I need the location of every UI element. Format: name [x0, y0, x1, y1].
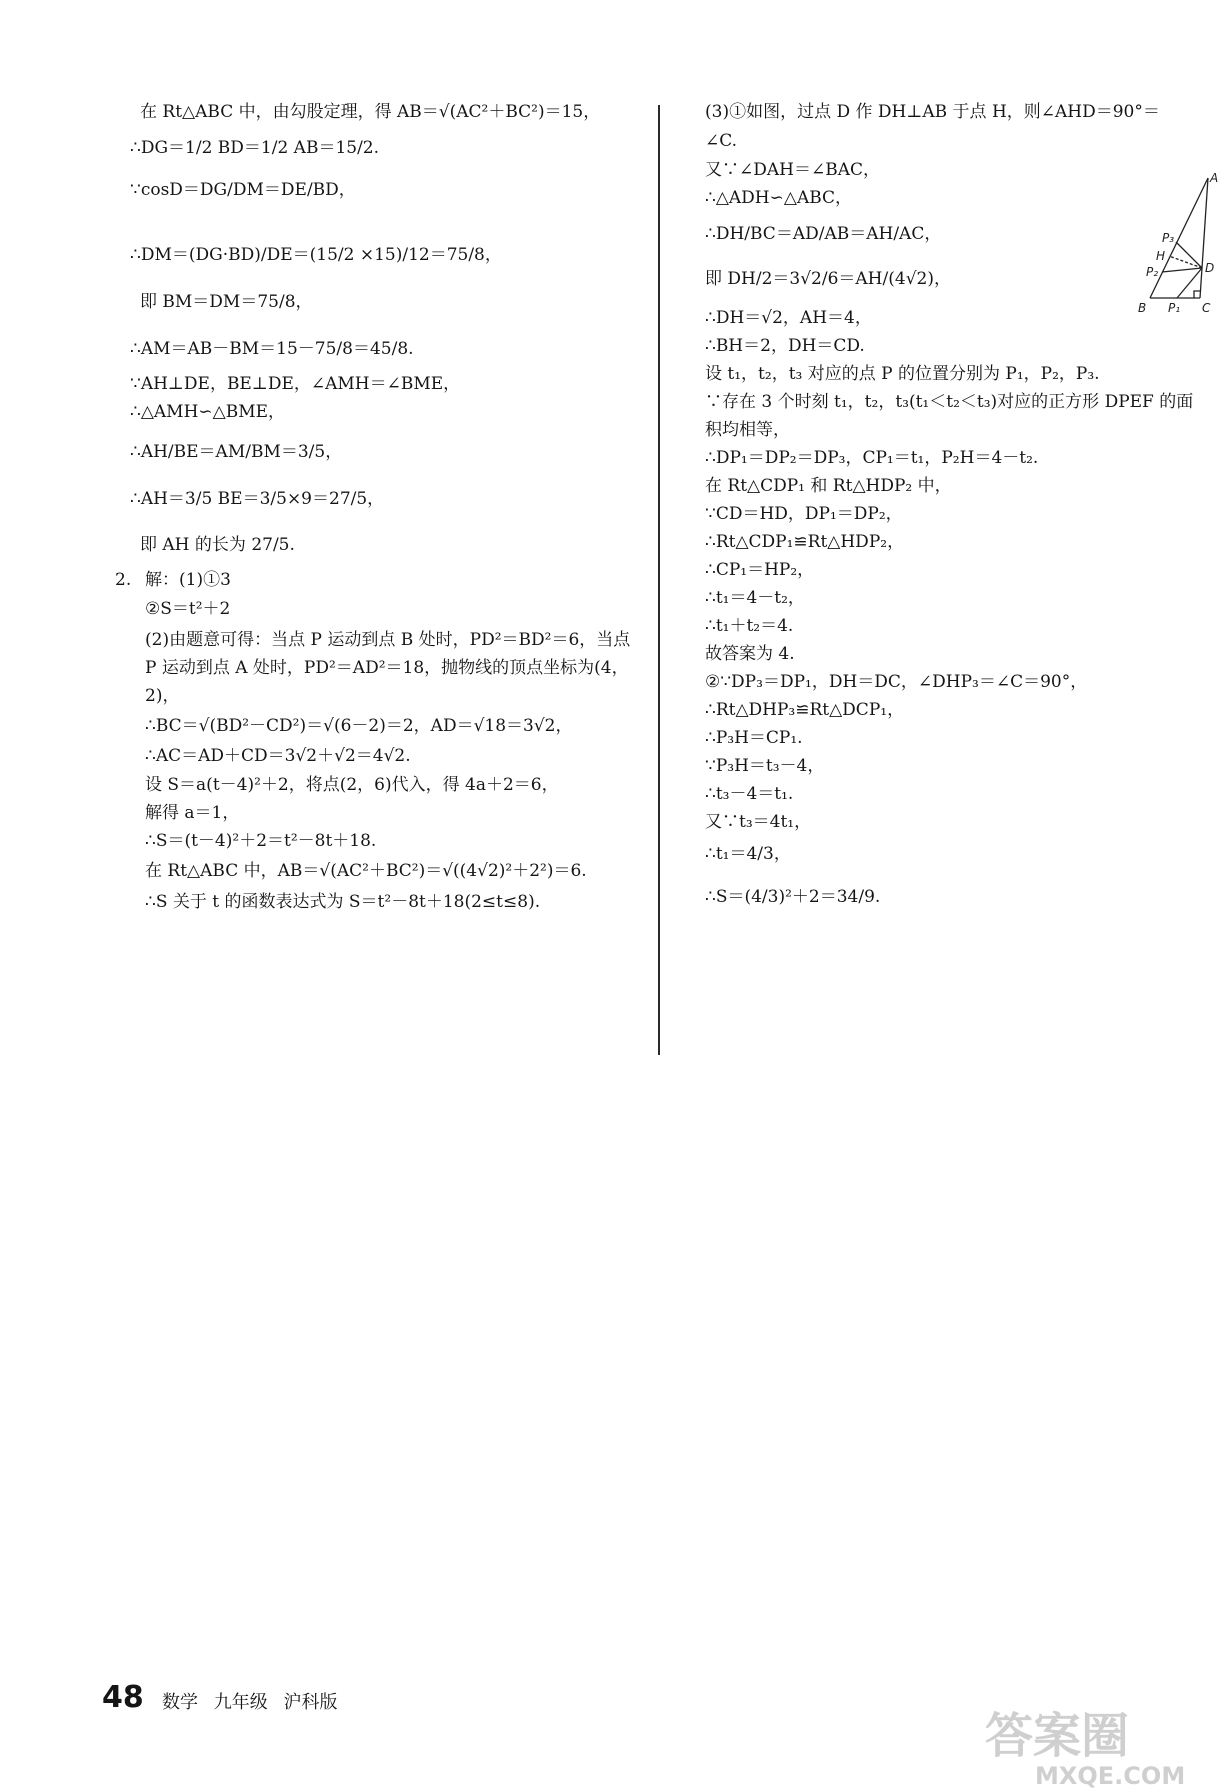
solution-line: ∴CP₁＝HP₂， — [705, 560, 815, 580]
solution-line: 在 Rt△CDP₁ 和 Rt△HDP₂ 中， — [705, 476, 952, 496]
solution-line: ∵P₃H＝t₃－4， — [705, 756, 825, 776]
solution-line: (3)①如图，过点 D 作 DH⊥AB 于点 H，则∠AHD＝90°＝ — [705, 102, 1160, 122]
solution-line: ∴DH/BC＝AD/AB＝AH/AC， — [705, 224, 942, 244]
solution-line: ∴△ADH∽△ABC， — [705, 188, 853, 208]
solution-line: ∴DG＝1/2 BD＝1/2 AB＝15/2. — [130, 138, 380, 158]
footer-edition: 沪科版 — [283, 1692, 338, 1713]
segment-dp1 — [1177, 268, 1202, 298]
footer-book-info — [162, 1688, 337, 1714]
label-p3: P₃ — [1162, 231, 1175, 245]
solution-line: ∴AH/BE＝AM/BM＝3/5， — [130, 442, 343, 462]
solution-line: 即 DH/2＝3√2/6＝AH/(4√2)， — [705, 269, 951, 289]
solution-line: ∴DP₁＝DP₂＝DP₃，CP₁＝t₁，P₂H＝4－t₂. — [705, 448, 1039, 468]
solution-line: 即 AH 的长为 27/5. — [140, 535, 295, 555]
label-h: H — [1156, 249, 1166, 263]
label-c: C — [1202, 301, 1211, 315]
solution-line: ∴t₁＋t₂＝4. — [705, 616, 794, 636]
solution-line: ∴t₁＝4－t₂， — [705, 588, 805, 608]
solution-line: ∴BH＝2，DH＝CD. — [705, 336, 865, 356]
solution-line: ∴DM＝(DG·BD)/DE＝(15/2 ×15)/12＝75/8， — [130, 245, 502, 265]
solution-line: ∴BC＝√(BD²－CD²)＝√(6－2)＝2，AD＝√18＝3√2， — [145, 716, 573, 736]
solution-line: ∴AH＝3/5 BE＝3/5×9＝27/5， — [130, 489, 385, 509]
solution-line: ∵AH⊥DE，BE⊥DE，∠AMH＝∠BME， — [130, 374, 461, 394]
solution-line: ∴Rt△CDP₁≌Rt△HDP₂， — [705, 532, 905, 552]
solution-line: ∴S 关于 t 的函数表达式为 S＝t²－8t＋18(2≤t≤8). — [145, 892, 541, 912]
solution-line: ∴DH＝√2，AH＝4， — [705, 308, 872, 328]
watermark-text: 答案圈 — [985, 1708, 1130, 1764]
segment-ab — [1150, 178, 1208, 298]
solution-line: ∴S＝(4/3)²＋2＝34/9. — [705, 887, 881, 907]
solution-line: ②∵DP₃＝DP₁，DH＝DC，∠DHP₃＝∠C＝90°， — [705, 672, 1088, 692]
solution-line: 即 BM＝DM＝75/8， — [140, 292, 313, 312]
footer-grade: 九年级 — [213, 1692, 268, 1713]
label-p2: P₂ — [1146, 265, 1159, 279]
segment-ac — [1200, 178, 1208, 298]
solution-line: ∴P₃H＝CP₁. — [705, 728, 803, 748]
solution-line: ∴△AMH∽△BME， — [130, 402, 286, 422]
column-divider — [658, 105, 660, 1055]
solution-line: 积均相等， — [705, 420, 790, 440]
solution-line: ∠C. — [705, 131, 738, 151]
solution-line: 解得 a＝1， — [145, 803, 240, 823]
segment-dh — [1169, 256, 1202, 268]
watermark-logo — [965, 1690, 1215, 1790]
label-a: A — [1210, 171, 1219, 185]
solution-line: ∴AC＝AD＋CD＝3√2＋√2＝4√2. — [145, 746, 411, 766]
page-number: 48 — [102, 1680, 144, 1715]
segment-dp2 — [1162, 268, 1202, 272]
solution-line: 在 Rt△ABC 中，由勾股定理，得 AB＝√(AC²＋BC²)＝15， — [140, 102, 601, 122]
solution-line: ∴Rt△DHP₃≌Rt△DCP₁， — [705, 700, 905, 720]
solution-line: ∴t₁＝4/3， — [705, 844, 791, 864]
solution-line: ∵cosD＝DG/DM＝DE/BD， — [130, 180, 356, 200]
label-b: B — [1138, 301, 1147, 315]
solution-line: ∴S＝(t－4)²＋2＝t²－8t＋18. — [145, 831, 377, 851]
solution-line: 设 t₁，t₂，t₃ 对应的点 P 的位置分别为 P₁，P₂，P₃. — [705, 364, 1100, 384]
solution-line: ∵存在 3 个时刻 t₁，t₂，t₃(t₁＜t₂＜t₃)对应的正方形 DPEF 的面 — [705, 392, 1194, 412]
solution-line: ∴t₃－4＝t₁. — [705, 784, 794, 804]
segment-dp3 — [1176, 242, 1202, 268]
right-angle-c — [1194, 291, 1200, 298]
footer-subject: 数学 — [162, 1692, 198, 1713]
solution-line: 设 S＝a(t－4)²＋2，将点(2，6)代入，得 4a＋2＝6， — [145, 775, 559, 795]
solution-line: ②S＝t²＋2 — [145, 599, 231, 619]
solution-line: 2)， — [145, 686, 180, 706]
solution-line: 故答案为 4. — [705, 644, 795, 664]
label-p1: P₁ — [1168, 301, 1181, 315]
solution-line: ∴AM＝AB－BM＝15－75/8＝45/8. — [130, 339, 414, 359]
solution-line: (2)由题意可得：当点 P 运动到点 B 处时，PD²＝BD²＝6，当点 — [145, 630, 631, 650]
problem-number: 2. — [115, 570, 132, 590]
solution-line: 又∵∠DAH＝∠BAC， — [705, 160, 880, 180]
solution-line: P 运动到点 A 处时，PD²＝AD²＝18，抛物线的顶点坐标为(4， — [145, 658, 629, 678]
solution-line: 又∵t₃＝4t₁， — [705, 812, 812, 832]
solution-line: 在 Rt△ABC 中，AB＝√(AC²＋BC²)＝√((4√2)²＋2²)＝6. — [145, 861, 587, 881]
triangle-figure — [1128, 170, 1220, 315]
solution-line: ∵CD＝HD，DP₁＝DP₂， — [705, 504, 903, 524]
watermark-url: MXQE.COM — [1035, 1762, 1186, 1790]
solution-line: 解：(1)①3 — [145, 570, 231, 590]
label-d: D — [1205, 261, 1215, 275]
